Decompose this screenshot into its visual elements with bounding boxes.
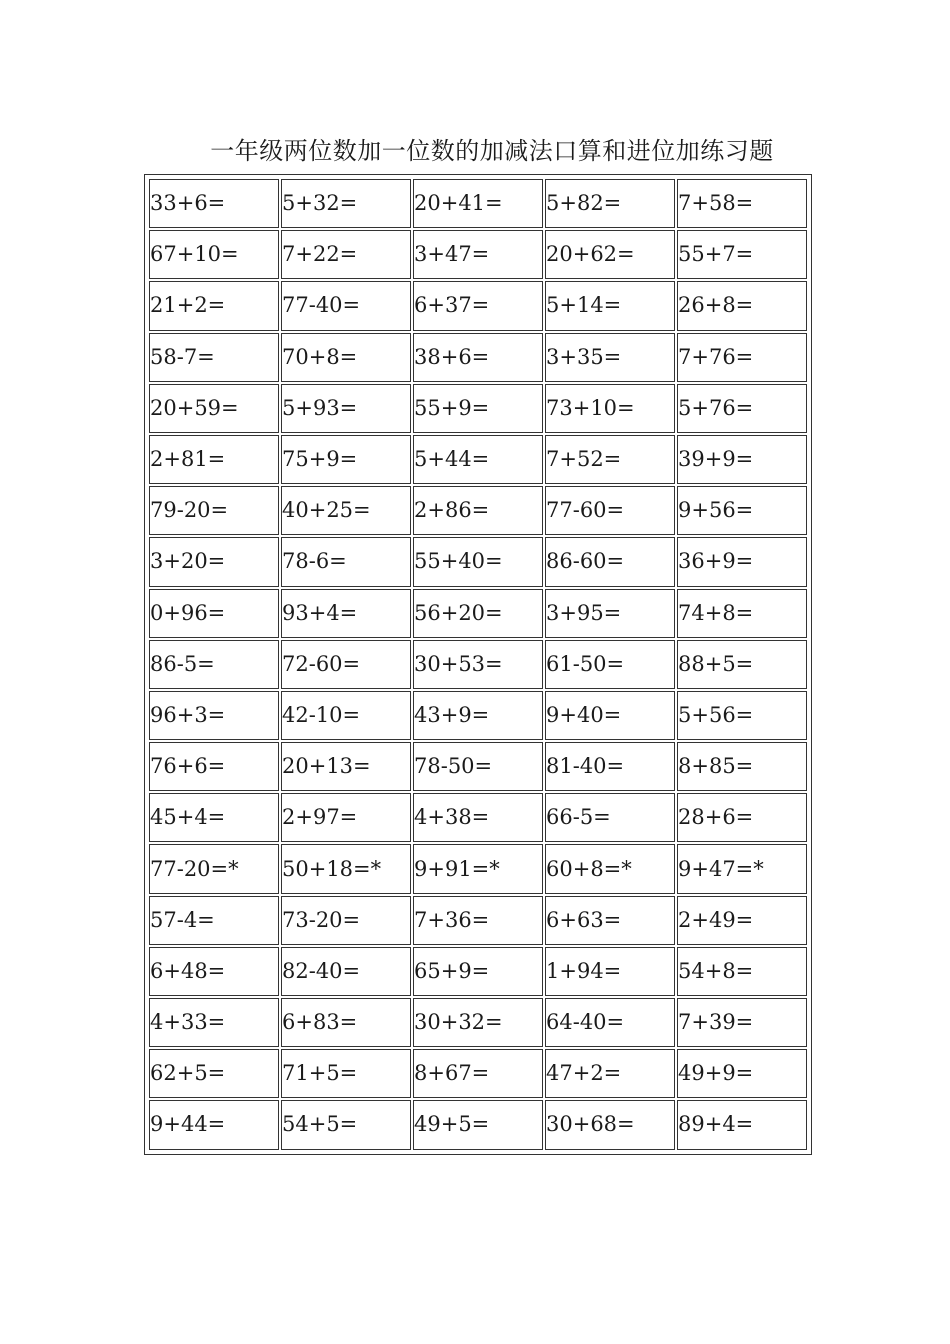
problem-cell: 45+4= bbox=[149, 793, 279, 842]
problem-cell: 42-10= bbox=[281, 691, 411, 740]
problem-cell: 57-4= bbox=[149, 896, 279, 945]
problem-cell: 5+44= bbox=[413, 435, 543, 484]
problem-cell: 2+81= bbox=[149, 435, 279, 484]
problem-cell: 30+32= bbox=[413, 998, 543, 1047]
problem-cell: 54+5= bbox=[281, 1100, 411, 1149]
problem-cell: 96+3= bbox=[149, 691, 279, 740]
problem-cell: 89+4= bbox=[677, 1100, 807, 1149]
problem-cell: 3+35= bbox=[545, 333, 675, 382]
table-row bbox=[149, 537, 807, 586]
problem-cell: 78-50= bbox=[413, 742, 543, 791]
problem-cell: 6+63= bbox=[545, 896, 675, 945]
problem-cell: 65+9= bbox=[413, 947, 543, 996]
problem-cell: 9+40= bbox=[545, 691, 675, 740]
problem-cell: 49+5= bbox=[413, 1100, 543, 1149]
problem-cell: 66-5= bbox=[545, 793, 675, 842]
problem-cell: 8+85= bbox=[677, 742, 807, 791]
problem-cell: 5+93= bbox=[281, 384, 411, 433]
problem-cell: 4+33= bbox=[149, 998, 279, 1047]
problem-cell: 7+39= bbox=[677, 998, 807, 1047]
table-row bbox=[149, 844, 807, 893]
table-row bbox=[149, 435, 807, 484]
table-row bbox=[149, 230, 807, 279]
problem-cell: 55+9= bbox=[413, 384, 543, 433]
problem-cell: 56+20= bbox=[413, 589, 543, 638]
problem-cell: 82-40= bbox=[281, 947, 411, 996]
problem-cell: 86-60= bbox=[545, 537, 675, 586]
problem-cell: 1+94= bbox=[545, 947, 675, 996]
table-row bbox=[149, 793, 807, 842]
table-row bbox=[149, 1049, 807, 1098]
problem-cell: 76+6= bbox=[149, 742, 279, 791]
problem-cell: 77-40= bbox=[281, 281, 411, 330]
problem-cell: 30+53= bbox=[413, 640, 543, 689]
problem-cell: 6+48= bbox=[149, 947, 279, 996]
table-row bbox=[149, 998, 807, 1047]
problem-cell: 77-60= bbox=[545, 486, 675, 535]
problem-cell: 9+47=* bbox=[677, 844, 807, 893]
problem-cell: 5+56= bbox=[677, 691, 807, 740]
problem-cell: 50+18=* bbox=[281, 844, 411, 893]
problem-cell: 33+6= bbox=[149, 179, 279, 228]
problem-cell: 54+8= bbox=[677, 947, 807, 996]
problem-cell: 2+49= bbox=[677, 896, 807, 945]
problem-cell: 30+68= bbox=[545, 1100, 675, 1149]
problem-cell: 81-40= bbox=[545, 742, 675, 791]
problem-cell: 3+95= bbox=[545, 589, 675, 638]
problem-cell: 20+59= bbox=[149, 384, 279, 433]
problem-cell: 61-50= bbox=[545, 640, 675, 689]
problem-cell: 72-60= bbox=[281, 640, 411, 689]
problem-cell: 20+13= bbox=[281, 742, 411, 791]
problem-cell: 21+2= bbox=[149, 281, 279, 330]
table-row bbox=[149, 384, 807, 433]
problem-cell: 7+36= bbox=[413, 896, 543, 945]
problem-cell: 7+52= bbox=[545, 435, 675, 484]
problem-cell: 70+8= bbox=[281, 333, 411, 382]
problem-cell: 5+14= bbox=[545, 281, 675, 330]
problem-cell: 67+10= bbox=[149, 230, 279, 279]
problem-cell: 74+8= bbox=[677, 589, 807, 638]
problem-cell: 5+76= bbox=[677, 384, 807, 433]
problem-sheet bbox=[144, 174, 812, 1155]
problem-cell: 58-7= bbox=[149, 333, 279, 382]
table-row bbox=[149, 947, 807, 996]
problem-cell: 88+5= bbox=[677, 640, 807, 689]
problem-cell: 2+97= bbox=[281, 793, 411, 842]
problem-cell: 71+5= bbox=[281, 1049, 411, 1098]
problem-cell: 6+37= bbox=[413, 281, 543, 330]
problem-cell: 64-40= bbox=[545, 998, 675, 1047]
problem-cell: 4+38= bbox=[413, 793, 543, 842]
table-row bbox=[149, 333, 807, 382]
problem-cell: 26+8= bbox=[677, 281, 807, 330]
problem-cell: 55+40= bbox=[413, 537, 543, 586]
problem-cell: 55+7= bbox=[677, 230, 807, 279]
problem-cell: 7+76= bbox=[677, 333, 807, 382]
problem-cell: 47+2= bbox=[545, 1049, 675, 1098]
problem-cell: 5+32= bbox=[281, 179, 411, 228]
problem-cell: 28+6= bbox=[677, 793, 807, 842]
problem-cell: 7+22= bbox=[281, 230, 411, 279]
problem-cell: 49+9= bbox=[677, 1049, 807, 1098]
problem-cell: 73-20= bbox=[281, 896, 411, 945]
problem-cell: 8+67= bbox=[413, 1049, 543, 1098]
problem-table bbox=[147, 177, 809, 1152]
problem-cell: 3+20= bbox=[149, 537, 279, 586]
problem-cell: 40+25= bbox=[281, 486, 411, 535]
problem-cell: 9+91=* bbox=[413, 844, 543, 893]
problem-cell: 2+86= bbox=[413, 486, 543, 535]
problem-cell: 86-5= bbox=[149, 640, 279, 689]
problem-cell: 93+4= bbox=[281, 589, 411, 638]
problem-cell: 62+5= bbox=[149, 1049, 279, 1098]
problem-cell: 6+83= bbox=[281, 998, 411, 1047]
table-row bbox=[149, 742, 807, 791]
problem-cell: 75+9= bbox=[281, 435, 411, 484]
table-row bbox=[149, 691, 807, 740]
page-title: 一年级两位数加一位数的加减法口算和进位加练习题 bbox=[210, 137, 774, 165]
problem-cell: 43+9= bbox=[413, 691, 543, 740]
problem-cell: 73+10= bbox=[545, 384, 675, 433]
problem-cell: 0+96= bbox=[149, 589, 279, 638]
table-row bbox=[149, 640, 807, 689]
problem-cell: 20+62= bbox=[545, 230, 675, 279]
problem-cell: 77-20=* bbox=[149, 844, 279, 893]
table-row bbox=[149, 486, 807, 535]
table-row bbox=[149, 281, 807, 330]
problem-cell: 9+44= bbox=[149, 1100, 279, 1149]
table-row bbox=[149, 179, 807, 228]
problem-cell: 79-20= bbox=[149, 486, 279, 535]
problem-cell: 78-6= bbox=[281, 537, 411, 586]
problem-cell: 20+41= bbox=[413, 179, 543, 228]
table-row bbox=[149, 589, 807, 638]
problem-cell: 3+47= bbox=[413, 230, 543, 279]
problem-cell: 7+58= bbox=[677, 179, 807, 228]
problem-cell: 39+9= bbox=[677, 435, 807, 484]
problem-cell: 38+6= bbox=[413, 333, 543, 382]
problem-cell: 5+82= bbox=[545, 179, 675, 228]
table-row bbox=[149, 896, 807, 945]
table-row bbox=[149, 1100, 807, 1149]
problem-cell: 9+56= bbox=[677, 486, 807, 535]
problem-cell: 36+9= bbox=[677, 537, 807, 586]
problem-cell: 60+8=* bbox=[545, 844, 675, 893]
